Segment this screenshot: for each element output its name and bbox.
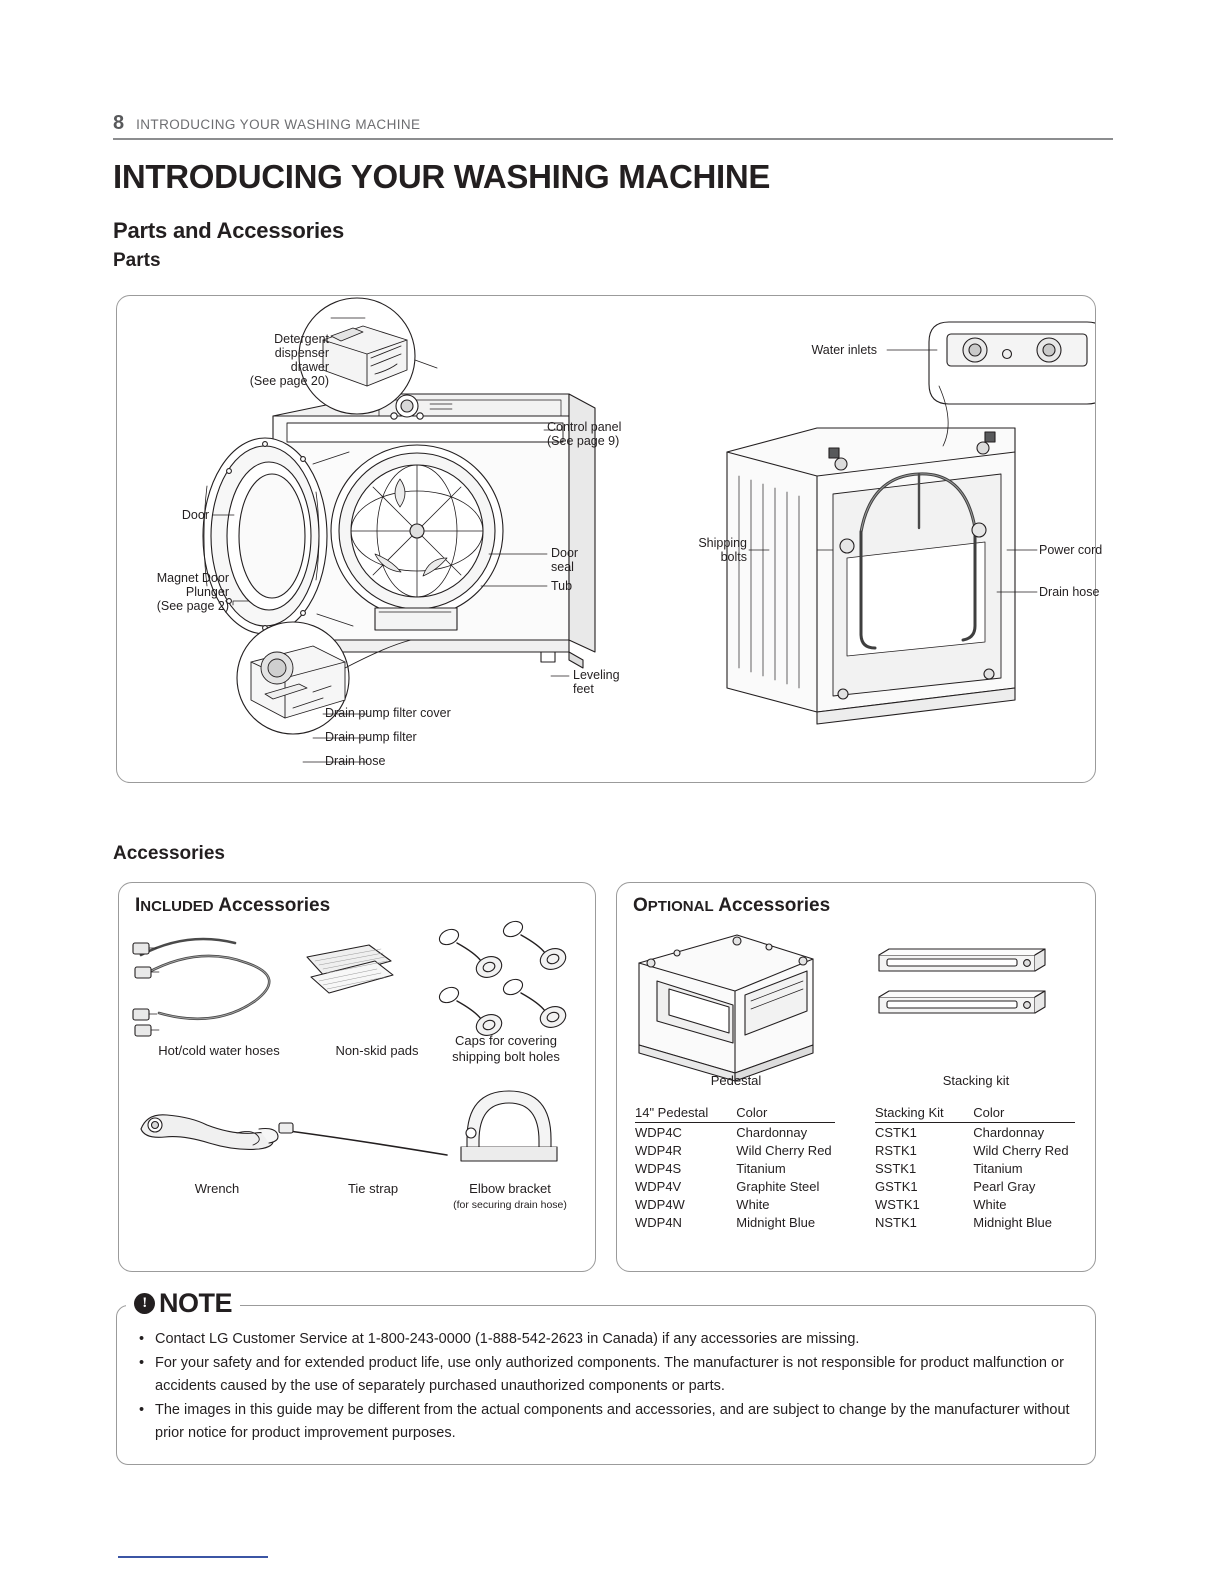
cell-color: White (736, 1196, 770, 1212)
list-item: • Contact LG Customer Service at 1-800-243-0000 (1-888-542-2623 in Canada) if any accessories are missing. (155, 1328, 1077, 1351)
subsection-accessories-title: Accessories (113, 843, 225, 864)
list-item: • For your safety and for extended product life, use only authorized components. The manufacturer is not responsible for product malfunction or accidents caused by the use of separately purchased unauthorized components or parts. (155, 1352, 1077, 1398)
cell-model: WSTK1 (875, 1196, 920, 1212)
page-header (113, 112, 1113, 135)
footer-mark (118, 1556, 268, 1558)
note-title: ! NOTE (126, 1288, 240, 1319)
parts-diagram-box (116, 295, 1103, 783)
table-row (635, 1141, 835, 1159)
table-row (635, 1195, 835, 1213)
page-number: 8 (113, 112, 125, 134)
stacking-col-model: Stacking Kit (875, 1105, 947, 1123)
cell-model: GSTK1 (875, 1178, 918, 1194)
stacking-col-color: Color (947, 1105, 1075, 1123)
label-control-panel: Control panel (See page 9) (547, 420, 622, 448)
label-drain-pump-filter: Drain pump filter (325, 730, 417, 744)
table-row (875, 1213, 1075, 1231)
list-item: • The images in this guide may be different from the actual components and accessories, and are subject to change by the manufacturer without prior notice for product improvement purposes. (155, 1399, 1077, 1445)
caption-tie-strap: Tie strap (347, 1181, 399, 1196)
cell-color: Midnight Blue (973, 1214, 1053, 1230)
cell-color: Titanium (973, 1160, 1023, 1176)
cell-color: Midnight Blue (736, 1214, 816, 1230)
section-title: Parts and Accessories (113, 218, 345, 243)
table-row (635, 1177, 835, 1195)
optional-accessories-box (616, 882, 1096, 1272)
note-list (135, 1328, 1095, 1446)
cell-color: Chardonnay (736, 1124, 808, 1140)
exclamation-icon: ! (134, 1293, 155, 1314)
cell-model: WDP4S (635, 1160, 682, 1176)
caption-pedestal: Pedestal (710, 1073, 762, 1088)
label-tub: Tub (551, 579, 573, 593)
table-row (635, 1123, 835, 1142)
stacking-kit-model-table (875, 1105, 1075, 1231)
cell-model: WDP4C (635, 1124, 682, 1140)
table-row (875, 1195, 1075, 1213)
pedestal-col-color: Color (710, 1105, 835, 1123)
table-header-row (875, 1105, 1075, 1123)
label-leveling-feet: Leveling feet (573, 668, 620, 696)
table-row (875, 1123, 1075, 1142)
pedestal-col-model: 14" Pedestal (635, 1105, 710, 1123)
caption-stacking-kit: Stacking kit (942, 1073, 1010, 1088)
cell-color: Wild Cherry Red (736, 1142, 832, 1158)
running-head: INTRODUCING YOUR WASHING MACHINE (136, 117, 421, 132)
cell-model: WDP4N (635, 1214, 682, 1230)
table-row (635, 1213, 835, 1231)
table-row (875, 1177, 1075, 1195)
label-magnet-door-plunger: Magnet Door Plunger (See page 2) (156, 571, 229, 613)
table-row (875, 1159, 1075, 1177)
table-row (875, 1141, 1075, 1159)
label-drain-hose-front: Drain hose (325, 754, 386, 768)
included-accessories-box (118, 882, 596, 1272)
label-drain-hose-rear: Drain hose (1039, 585, 1100, 599)
cell-color: Graphite Steel (736, 1178, 820, 1194)
cell-color: Wild Cherry Red (973, 1142, 1069, 1158)
page-title: INTRODUCING YOUR WASHING MACHINE (113, 158, 771, 195)
cell-model: RSTK1 (875, 1142, 917, 1158)
caption-caps: Caps for covering shipping bolt holes (452, 1033, 560, 1064)
table-header-row (635, 1105, 835, 1123)
caption-elbow-bracket: Elbow bracket (for securing drain hose) (453, 1181, 567, 1211)
label-door: Door (181, 508, 209, 522)
cell-model: WDP4R (635, 1142, 682, 1158)
caption-wrench: Wrench (194, 1181, 240, 1196)
label-shipping-bolts: Shipping bolts (698, 536, 747, 564)
cell-model: CSTK1 (875, 1124, 917, 1140)
cell-color: Chardonnay (973, 1124, 1045, 1140)
header-divider (113, 138, 1113, 140)
label-door-seal: Door seal (551, 546, 579, 574)
caption-non-skid-pads: Non-skid pads (335, 1043, 419, 1058)
table-row (635, 1159, 835, 1177)
cell-model: SSTK1 (875, 1160, 917, 1176)
label-drain-pump-filter-cover: Drain pump filter cover (325, 706, 451, 720)
included-accessories-illustration (119, 883, 595, 1273)
cell-color: Titanium (736, 1160, 786, 1176)
label-detergent-dispenser: Detergent dispenser drawer (See page 20) (249, 332, 329, 388)
cell-color: White (973, 1196, 1007, 1212)
cell-model: WDP4W (635, 1196, 685, 1212)
cell-model: NSTK1 (875, 1214, 917, 1230)
included-accessories-heading: INCLUDED Accessories (135, 895, 331, 916)
cell-color: Pearl Gray (973, 1178, 1036, 1194)
subsection-parts-title: Parts (113, 250, 161, 271)
caption-water-hoses: Hot/cold water hoses (158, 1043, 280, 1058)
optional-accessories-heading: OPTIONAL Accessories (633, 895, 831, 916)
cell-model: WDP4V (635, 1178, 682, 1194)
pedestal-model-table (635, 1105, 835, 1231)
label-water-inlets: Water inlets (811, 343, 877, 357)
note-box (116, 1305, 1096, 1465)
label-power-cord: Power cord (1039, 543, 1103, 557)
